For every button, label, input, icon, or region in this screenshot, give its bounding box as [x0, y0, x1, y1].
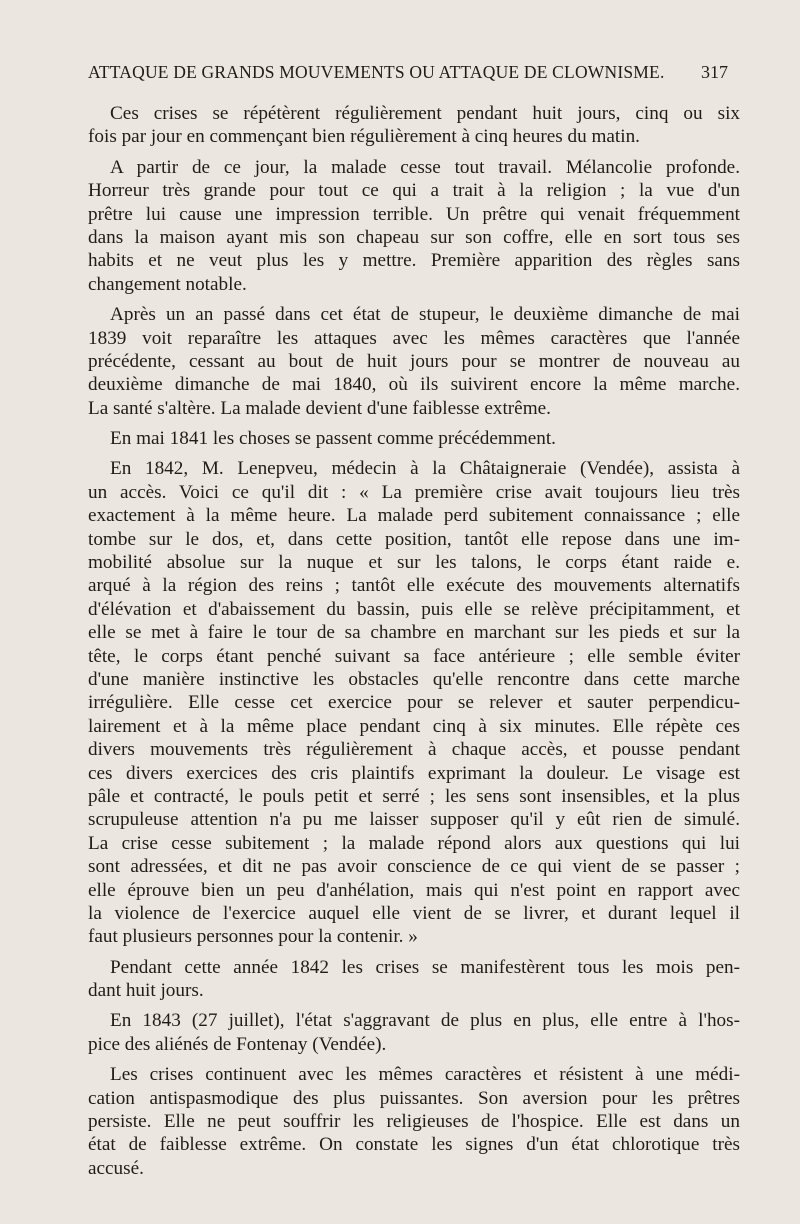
paragraph — [88, 1009, 740, 1056]
page-number: 317 — [701, 62, 728, 82]
text-line: la violence de l'exercice auquel elle vient de se livrer, et durant lequel il — [88, 902, 740, 924]
text-line: tombe sur le dos, et, dans cette position, tantôt elle repose dans une im- — [88, 528, 740, 550]
text-line: elle éprouve bien un peu d'anhélation, mais qui n'est point en rapport avec — [88, 879, 740, 901]
text-line: En 1843 (27 juillet), l'état s'aggravant de plus en plus, elle entre à l'hos- — [110, 1010, 740, 1032]
text-line: Pendant cette année 1842 les crises se manifestèrent tous les mois pen- — [110, 956, 740, 978]
text-line: accusé. — [88, 1157, 144, 1179]
paragraph — [88, 457, 740, 948]
text-line: cation antispasmodique des plus puissantes. Son aversion pour les prêtres — [88, 1087, 740, 1109]
text-line: exactement à la même heure. La malade perd subitement connaissance ; elle — [88, 505, 740, 527]
paragraph — [88, 102, 740, 149]
text-line: Les crises continuent avec les mêmes caractères et résistent à une médi- — [110, 1064, 740, 1086]
text-line: tête, le corps étant penché suivant sa face antérieure ; elle semble éviter — [88, 645, 740, 667]
text-line: 1839 voit reparaître les attaques avec les mêmes caractères que l'année — [88, 327, 740, 349]
text-line: dans la maison ayant mis son chapeau sur son coffre, elle en sort tous ses — [88, 226, 740, 248]
text-line: mobilité absolue sur la nuque et sur les talons, le corps étant raide e. — [88, 552, 740, 574]
text-line: lairement et à la même place pendant cinq à six minutes. Elle répète ces — [88, 715, 740, 737]
text-line: pâle et contracté, le pouls petit et serré ; les sens sont insensibles, et la plus — [88, 785, 740, 807]
text-line: deuxième dimanche de mai 1840, où ils suivirent encore la même marche. — [88, 374, 740, 396]
text-line: prêtre lui cause une impression terrible. Un prêtre qui venait fréquemment — [88, 203, 740, 225]
running-title: ATTAQUE DE GRANDS MOUVEMENTS OU ATTAQUE DE CLOWNISME. — [88, 62, 665, 82]
text-line: un accès. Voici ce qu'il dit : « La première crise avait toujours lieu très — [88, 481, 740, 503]
running-head — [88, 62, 728, 88]
text-line: fois par jour en commençant bien régulièrement à cinq heures du matin. — [88, 126, 640, 148]
paragraph — [88, 427, 740, 450]
text-line: elle se met à faire le tour de sa chambre en marchant sur les pieds et sur la — [88, 622, 740, 644]
paragraph — [88, 1063, 740, 1180]
text-line: En mai 1841 les choses se passent comme précédemment. — [110, 428, 556, 450]
body-text — [88, 102, 740, 1187]
text-line: changement notable. — [88, 273, 247, 295]
text-line: arqué à la région des reins ; tantôt elle exécute des mouvements alternatifs — [88, 575, 740, 597]
text-line: ces divers exercices des cris plaintifs exprimant la douleur. Le visage est — [88, 762, 740, 784]
text-line: précédente, cessant au bout de huit jours pour se montrer de nouveau au — [88, 350, 740, 372]
text-line: La santé s'altère. La malade devient d'une faiblesse extrême. — [88, 397, 551, 419]
text-line: irrégulière. Elle cesse cet exercice pour se relever et sauter perpendicu- — [88, 692, 740, 714]
text-line: En 1842, M. Lenepveu, médecin à la Châtaigneraie (Vendée), assista à — [110, 458, 740, 480]
text-line: d'élévation et d'abaissement du bassin, puis elle se relève précipitamment, et — [88, 598, 740, 620]
paragraph — [88, 303, 740, 420]
text-line: persiste. Elle ne peut souffrir les religieuses de l'hospice. Elle est dans un — [88, 1111, 740, 1133]
text-line: Horreur très grande pour tout ce qui a trait à la religion ; la vue d'un — [88, 180, 740, 202]
text-line: d'une manière instinctive les obstacles qu'elle rencontre dans cette marche — [88, 668, 740, 690]
text-line: Ces crises se répétèrent régulièrement pendant huit jours, cinq ou six — [110, 103, 740, 124]
text-line: La crise cesse subitement ; la malade répond alors aux questions qui lui — [88, 832, 740, 854]
text-line: A partir de ce jour, la malade cesse tout travail. Mélancolie profonde. — [110, 156, 740, 178]
text-line: scrupuleuse attention n'a pu me laisser supposer qu'il y eût rien de simulé. — [88, 809, 740, 831]
text-line: habits et ne veut plus les y mettre. Première apparition des règles sans — [88, 250, 740, 272]
paragraph — [88, 956, 740, 1003]
text-line: pice des aliénés de Fontenay (Vendée). — [88, 1033, 387, 1055]
text-line: sont adressées, et dit ne pas avoir conscience de ce qui vient de se passer ; — [88, 856, 740, 878]
text-line: faut plusieurs personnes pour la contenir. » — [88, 926, 418, 948]
text-line: état de faiblesse extrême. On constate les signes d'un état chlorotique très — [88, 1134, 740, 1156]
text-line: Après un an passé dans cet état de stupeur, le deuxième dimanche de mai — [110, 304, 740, 326]
text-line: dant huit jours. — [88, 980, 204, 1002]
paragraph — [88, 156, 740, 296]
text-line: divers mouvements très régulièrement à chaque accès, et pousse pendant — [88, 739, 740, 761]
